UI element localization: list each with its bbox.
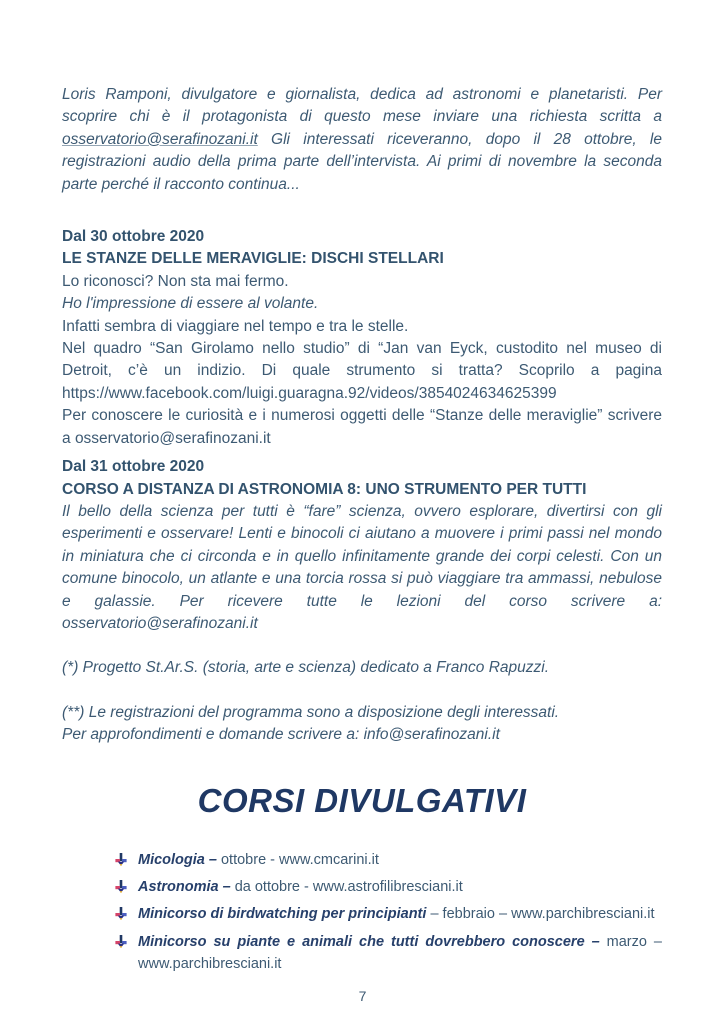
course-list (62, 849, 662, 976)
dialogue-line-italic: Ho l'impressione di essere al volante. (62, 295, 319, 313)
email-link[interactable]: osservatorio@serafinozani.it (62, 130, 258, 148)
list-item (115, 903, 662, 925)
dialogue-line: Infatti sembra di viaggiare nel tempo e tra le stelle. (62, 317, 409, 335)
courses-heading: CORSI DIVULGATIVI (197, 781, 527, 819)
intro-text-before: Loris Ramponi, divulgatore e giornalista, dedica ad astronomi e planetaristi. Per scoprire chi è il protagonista di questo mese inviare una richiesta scritta a (62, 86, 662, 126)
section-paragraph: Nel quadro “San Girolamo nello studio” di “Jan van Eyck, custodito nel museo di Detroit, c’è un indizio. Di quale strumento si tratta? Scoprilo a pagina (62, 340, 662, 380)
arrow-bullet-icon (115, 907, 127, 920)
arrow-bullet-icon (115, 935, 127, 948)
course-item-text: Minicorso di birdwatching per principianti – febbraio – www.parchibresciani.it (138, 906, 655, 923)
arrow-bullet-icon (115, 853, 127, 866)
section-date: Dal 30 ottobre 2020 (62, 228, 205, 246)
course-item-text: Minicorso su piante e animali che tutti dovrebbero conoscere – marzo – www.parchibresciani.it (138, 933, 662, 973)
email-link[interactable]: osservatorio@serafinozani.it (62, 614, 258, 632)
intro-paragraph (62, 84, 662, 196)
footnote-double-star: (**) Le registrazioni del programma sono a disposizione degli interessati. Per approfondimenti e domande scrivere a: info@serafinozani.it (62, 703, 560, 744)
list-item (115, 931, 662, 976)
footnote-star: (*) Progetto St.Ar.S. (storia, arte e scienza) dedicato a Franco Rapuzzi. (62, 659, 550, 677)
facebook-link[interactable]: https://www.facebook.com/luigi.guaragna.92/videos/3854024634625399 (62, 384, 557, 402)
section-paragraph-2: Per conoscere le curiosità e i numerosi oggetti delle “Stanze delle meraviglie” scrivere a osservatorio@serafinozani.it (62, 407, 662, 447)
email-link[interactable]: info@serafinozani.it (363, 726, 500, 744)
section-paragraph: Il bello della scienza per tutti è “fare” scienza, ovvero esplorare, divertirsi con gli esperimenti e osservare! Lenti e binocoli ci aiutano a muovere i primi passi nel mondo in miniatura che ci circonda e in quello infinitamente grande dei corpi celesti. Con un comune binocolo, un atlante e una torcia rossa si può viaggiare tra ammassi, nebulose e galassie. Per ricevere tutte le lezioni del corso scrivere a: osservatorio@serafinozani.it (62, 502, 662, 632)
course-item-text: Micologia – ottobre - www.cmcarini.it (138, 851, 379, 868)
section-title: CORSO A DISTANZA DI ASTRONOMIA 8: UNO STRUMENTO PER TUTTI (62, 480, 587, 498)
section-corso-astronomia (62, 456, 662, 635)
section-stanze-meraviglie (62, 226, 662, 450)
section-date: Dal 31 ottobre 2020 (62, 458, 205, 476)
email-link[interactable]: osservatorio@serafinozani.it (74, 429, 271, 447)
list-item (115, 849, 662, 871)
list-item (115, 876, 662, 898)
section-title: LE STANZE DELLE MERAVIGLIE: DISCHI STELLARI (62, 250, 444, 268)
dialogue-line: Lo riconosci? Non sta mai fermo. (62, 272, 289, 290)
arrow-bullet-icon (115, 880, 127, 893)
page-number: 7 (358, 988, 367, 1004)
course-item-text: Astronomia – da ottobre - www.astrofilibresciani.it (138, 878, 463, 895)
intro-text-after: Gli interessati riceveranno, dopo il 28 ottobre, le registrazioni audio della prima parte dell’intervista. Ai primi di novembre la seconda parte perché il racconto continua... (62, 130, 662, 193)
